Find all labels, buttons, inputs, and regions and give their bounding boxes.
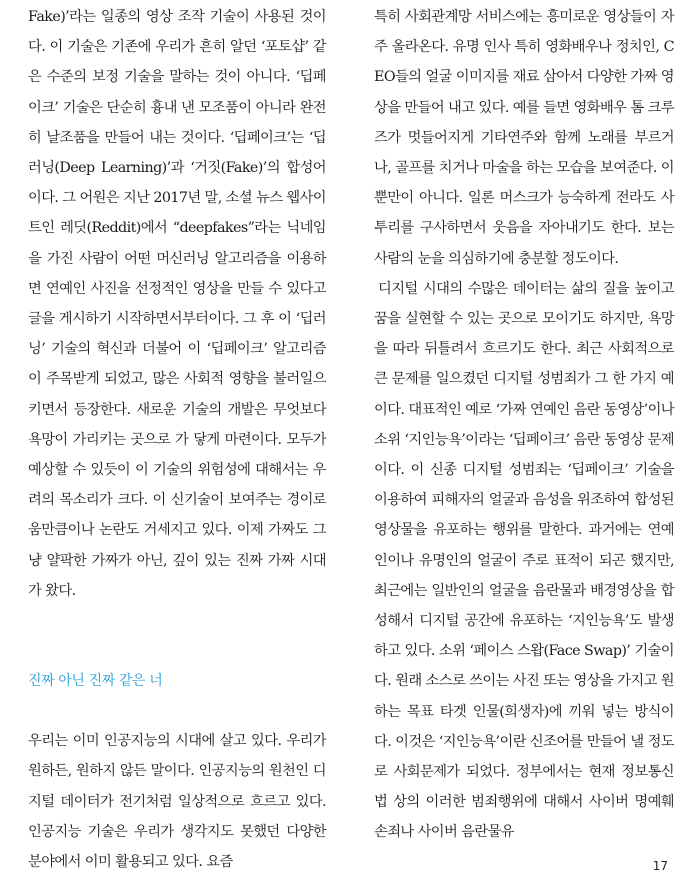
body-paragraph: 우리는 이미 인공지능의 시대에 살고 있다. 우리가 원하든, 원하지 않든 말이다. 인공지능의 원천인 디지털 데이터가 전기처럼 일상적으로 흐르고 있다. 인공지능 기술은 우리가 생각지도 못했던 다양한 분야에서 이미 활용되고 있다. 요즘 [28,733,326,871]
paragraph-spacer [28,696,326,726]
body-paragraph: Fake)’라는 일종의 영상 조작 기술이 사용된 것이다. 이 기술은 기존에 우리가 흔히 알던 ‘포토샵’ 같은 수준의 보정 기술을 말하는 것이 아니다. ‘딥페이크’ 기술은 단순히 흉내 낸 모조품이 아니라 완전히 날조품을 만들어 내는 것이다. ‘딥페이크’는 ‘딥러닝(Deep Learning)’과 ‘거짓(Fake)’의 합성어이다. 그 어원은 지난 2017년 말, 소셜 뉴스 웹사이트인 레딧(Reddit)에서 “deepfakes”라는 닉네임을 가진 사람이 어떤 머신러닝 알고리즘을 이용하면 연예인 사진을 선정적인 영상을 만들 수 있다고 글을 게시하기 시작하면서부터이다. 그 후 이 ‘딥러닝’ 기술의 혁신과 더불어 이 ‘딥페이크’ 알고리즘이 주목받게 되었고, 많은 사회적 영향을 불러일으키면서 등장한다. 새로운 기술의 개발은 무엇보다 욕망이 가리키는 곳으로 가 닿게 마련이다. 모두가 예상할 수 있듯이 이 기술의 위험성에 대해서는 우려의 목소리가 크다. 이 신기술이 보여주는 경이로움만큼이나 논란도 거세지고 있다. 이제 가짜도 그냥 얄팍한 가짜가 아닌, 깊이 있는 진짜 가짜 시대가 왔다. [28,9,327,599]
page-number: 17 [652,859,668,873]
body-paragraph: 특히 사회관계망 서비스에는 흥미로운 영상들이 자주 올라온다. 유명 인사 특히 영화배우나 정치인, CEO들의 얼굴 이미지를 재료 삼아서 다양한 가짜 영상을 만들어 내고 있다. 예를 들면 영화배우 톰 크루즈가 멋들어지게 기타연주와 함께 노래를 부르거나, 골프를 치거나 마술을 하는 모습을 보여준다. 이뿐만이 아니다. 일론 머스크가 능숙하게 전라도 사투리를 구사하면서 웃음을 자아내기도 한다. 보는 사람의 눈을 의심하기에 충분할 정도이다. [374,9,674,267]
body-paragraph: 디지털 시대의 수많은 데이터는 삶의 질을 높이고 꿈을 실현할 수 있는 곳으로 모이기도 하지만, 욕망을 따라 뒤틀려서 흐르기도 한다. 최근 사회적으로 큰 문제를 일으켰던 디지털 성범죄가 그 한 가지 예이다. 대표적인 예로 ‘가짜 연예인 음란 동영상’이나 소위 ‘지인능욕’이라는 ‘딥페이크’ 음란 동영상 문제이다. 이 신종 디지털 성범죄는 ‘딥페이크’ 기술을 이용하여 피해자의 얼굴과 음성을 위조하여 합성된 영상물을 유포하는 행위를 말한다. 과거에는 연예인이나 유명인의 얼굴이 주로 표적이 되곤 했지만, 최근에는 일반인의 얼굴을 음란물과 배경영상을 합성해서 디지털 공간에 유포하는 ‘지인능욕’도 발생하고 있다. 소위 ‘페이스 스왑(Face Swap)’ 기술이다. 원래 소스로 쓰이는 사진 또는 영상을 가지고 원하는 목표 타겟 인물(희생자)에 끼워 넣는 방식이다. 이것은 ‘지인능욕’이란 신조어를 만들어 낼 정도로 사회문제가 되었다. 정부에서는 현재 정보통신법 상의 이러한 범죄행위에 대해서 사이버 명예훼손죄나 사이버 음란물유 [374,280,674,841]
left-column [28,2,326,877]
right-column [374,2,674,848]
paragraph-spacer [28,606,326,666]
section-heading: 진짜 아닌 진짜 같은 너 [28,673,163,690]
